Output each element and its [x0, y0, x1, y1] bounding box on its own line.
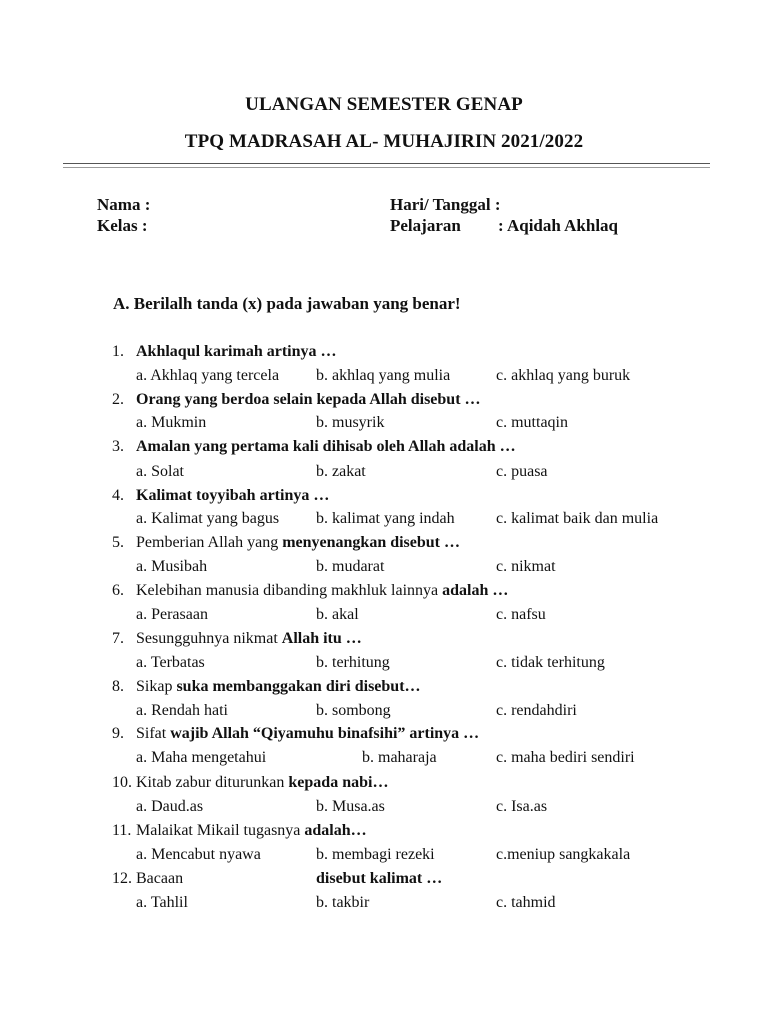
- question-text: [136, 630, 362, 648]
- hari-tanggal-label: Hari/ Tanggal :: [390, 195, 501, 214]
- option-b: b. takbir: [316, 894, 370, 911]
- option-c: c. nikmat: [496, 558, 556, 575]
- option-a: a. Akhlaq yang tercela: [136, 367, 280, 384]
- option-c: c. tidak terhitung: [496, 654, 605, 671]
- header-divider: [63, 163, 710, 164]
- pelajaran-label: Pelajaran: [390, 216, 461, 235]
- option-b: b. musyrik: [316, 414, 385, 431]
- question-number: 7.: [112, 630, 124, 647]
- question-text: [136, 774, 388, 792]
- question-text: Amalan yang pertama kali dihisab oleh Allah adalah …: [136, 438, 516, 455]
- option-c: c. puasa: [496, 463, 548, 480]
- header-divider-thin: [63, 167, 710, 168]
- question-text-bold: kepada nabi…: [288, 774, 389, 791]
- question-text-bold: Allah itu …: [281, 630, 362, 647]
- kelas-label: Kelas :: [97, 216, 148, 235]
- option-c: c. muttaqin: [496, 414, 568, 431]
- option-a: a. Perasaan: [136, 606, 208, 623]
- option-c: c. nafsu: [496, 606, 546, 623]
- exam-title: ULANGAN SEMESTER GENAP: [245, 94, 523, 115]
- option-b: b. akhlaq yang mulia: [316, 367, 451, 384]
- option-b: b. maharaja: [362, 749, 437, 766]
- option-a: a. Daud.as: [136, 798, 204, 815]
- option-b: b. Musa.as: [316, 798, 385, 815]
- option-b: b. sombong: [316, 702, 391, 719]
- nama-label: Nama :: [97, 195, 151, 214]
- option-b: b. terhitung: [316, 654, 390, 671]
- option-c: c. akhlaq yang buruk: [496, 367, 631, 384]
- option-a: a. Rendah hati: [136, 702, 228, 719]
- option-c: c. rendahdiri: [496, 702, 577, 719]
- option-b: b. mudarat: [316, 558, 385, 575]
- question-text: Orang yang berdoa selain kepada Allah disebut …: [136, 391, 481, 408]
- option-a: a. Terbatas: [136, 654, 205, 671]
- pelajaran-value: : Aqidah Akhlaq: [498, 216, 619, 235]
- option-a: a. Kalimat yang bagus: [136, 510, 280, 527]
- question-text-bold: adalah…: [304, 822, 367, 839]
- option-a: a. Mencabut nyawa: [136, 846, 261, 863]
- question-text-bold: suka membanggakan diri disebut…: [176, 678, 421, 695]
- option-a: a. Musibah: [136, 558, 208, 575]
- option-a: a. Solat: [136, 463, 184, 480]
- option-b: b. zakat: [316, 463, 366, 480]
- question-text-plain: Sifat: [136, 725, 171, 742]
- question-number: 4.: [112, 487, 124, 504]
- option-b: b. kalimat yang indah: [316, 510, 455, 527]
- question-text: [136, 534, 460, 552]
- question-text-bold: disebut kalimat …: [316, 870, 443, 887]
- option-c: c. kalimat baik dan mulia: [496, 510, 659, 527]
- option-a: a. Mukmin: [136, 414, 207, 431]
- question-number: 11.: [112, 822, 132, 839]
- question-text-bold: wajib Allah “Qiyamuhu binafsihi” artinya …: [170, 725, 480, 742]
- question-text: [136, 678, 421, 696]
- question-text-plain: Sesungguhnya nikmat: [136, 630, 282, 647]
- question-text-bold: adalah …: [442, 582, 509, 599]
- exam-subtitle: TPQ MADRASAH AL- MUHAJIRIN 2021/2022: [184, 131, 584, 152]
- question-text: [136, 822, 367, 840]
- option-b: b. membagi rezeki: [316, 846, 435, 863]
- option-c: c.meniup sangkakala: [496, 846, 631, 863]
- section-a-instruction: A. Berilalh tanda (x) pada jawaban yang benar!: [113, 294, 461, 313]
- question-text: Akhlaqul karimah artinya …: [136, 343, 337, 360]
- question-number: 2.: [112, 391, 124, 408]
- question-text-plain: Kelebihan manusia dibanding makhluk lainnya: [136, 582, 443, 599]
- option-c: c. Isa.as: [496, 798, 548, 815]
- question-text-plain: Bacaan: [136, 870, 184, 887]
- question-text-plain: Sikap: [136, 678, 177, 695]
- option-a: a. Tahlil: [136, 894, 188, 911]
- question-text-bold: menyenangkan disebut …: [282, 534, 461, 551]
- option-c: c. tahmid: [496, 894, 556, 911]
- question-number: 9.: [112, 725, 124, 742]
- question-text-plain: Malaikat Mikail tugasnya: [136, 822, 305, 839]
- question-text-plain: Pemberian Allah yang: [136, 534, 283, 551]
- question-number: 1.: [112, 343, 124, 360]
- option-b: b. akal: [316, 606, 359, 623]
- question-number: 3.: [112, 438, 124, 455]
- option-a: a. Maha mengetahui: [136, 749, 267, 766]
- question-number: 12.: [112, 870, 132, 887]
- question-text: [136, 582, 508, 600]
- question-number: 5.: [112, 534, 124, 551]
- question-text-plain: Kitab zabur diturunkan: [136, 774, 289, 791]
- question-number: 10.: [112, 774, 132, 791]
- option-c: c. maha bediri sendiri: [496, 749, 635, 766]
- question-number: 6.: [112, 582, 124, 599]
- question-text: Kalimat toyyibah artinya …: [136, 487, 330, 504]
- question-number: 8.: [112, 678, 124, 695]
- question-text: [136, 725, 479, 743]
